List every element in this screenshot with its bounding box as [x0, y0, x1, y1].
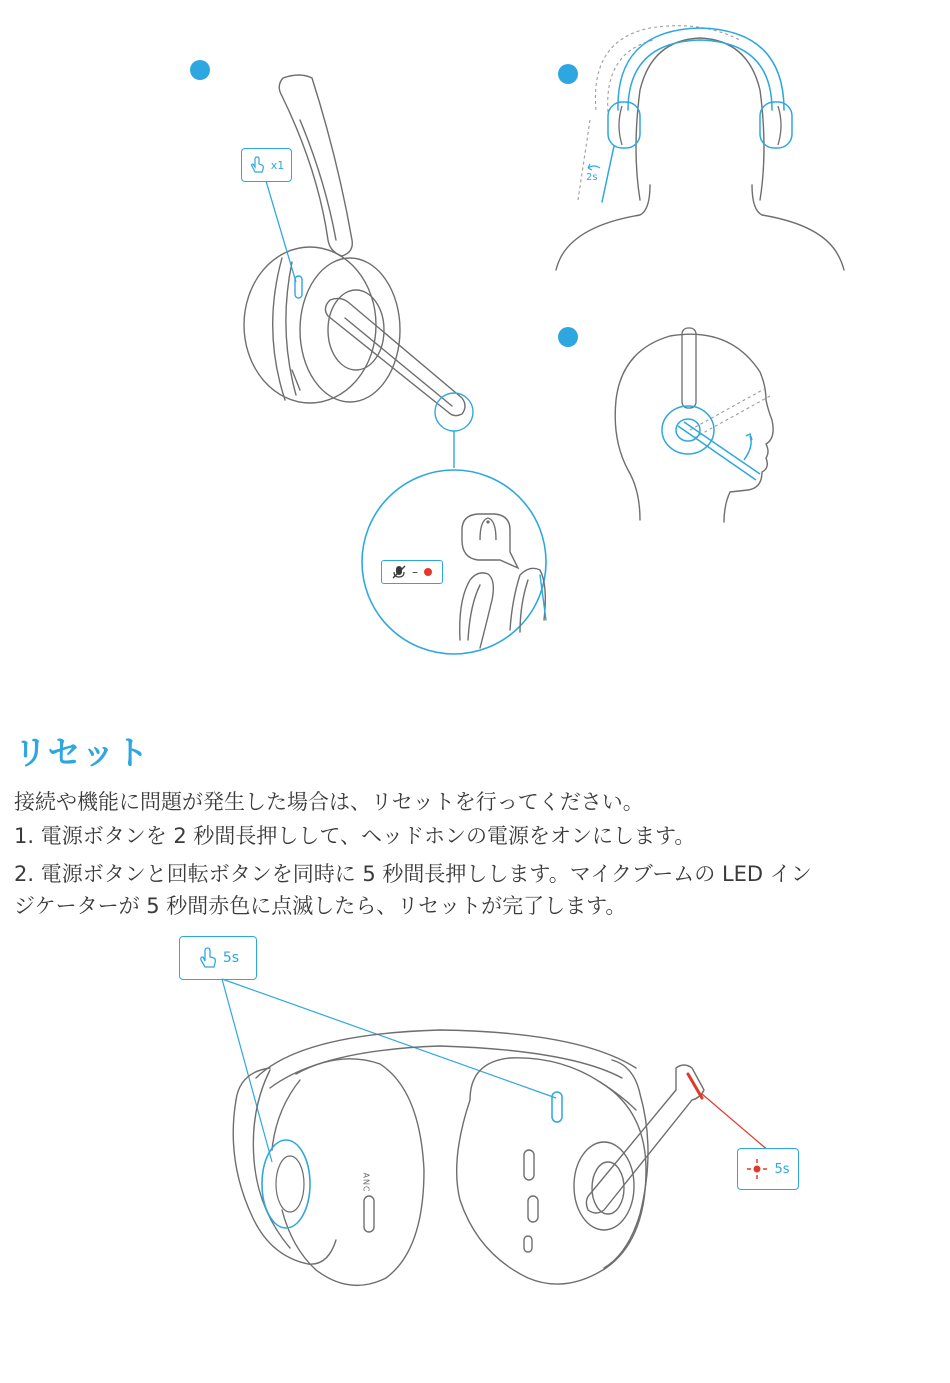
reset-step-2-line-2: ジケーターが 5 秒間赤色に点滅したら、リセットが完了します。	[14, 894, 627, 918]
reset-step-1: 1. 電源ボタンを 2 秒間長押しして、ヘッドホンの電源をオンにします。	[14, 824, 696, 848]
reset-intro-text: 接続や機能に問題が発生した場合は、リセットを行ってください。	[14, 790, 644, 814]
press-once-count: x1	[270, 158, 285, 172]
reset-step-2-line-1: 2. 電源ボタンと回転ボタンを同時に 5 秒間長押しします。マイクブームの LED イン	[14, 862, 812, 886]
led-blink-duration: 5s	[774, 1161, 790, 1177]
anc-label: ANC	[361, 1172, 371, 1193]
led-blink-badge	[737, 1148, 799, 1190]
press-hold-duration: 5s	[222, 950, 240, 966]
reset-section-title: リセット	[14, 733, 150, 772]
dash-separator: –	[412, 565, 418, 579]
rotate-duration-label: 2s	[586, 172, 598, 183]
led-blink-icon	[746, 1158, 768, 1180]
